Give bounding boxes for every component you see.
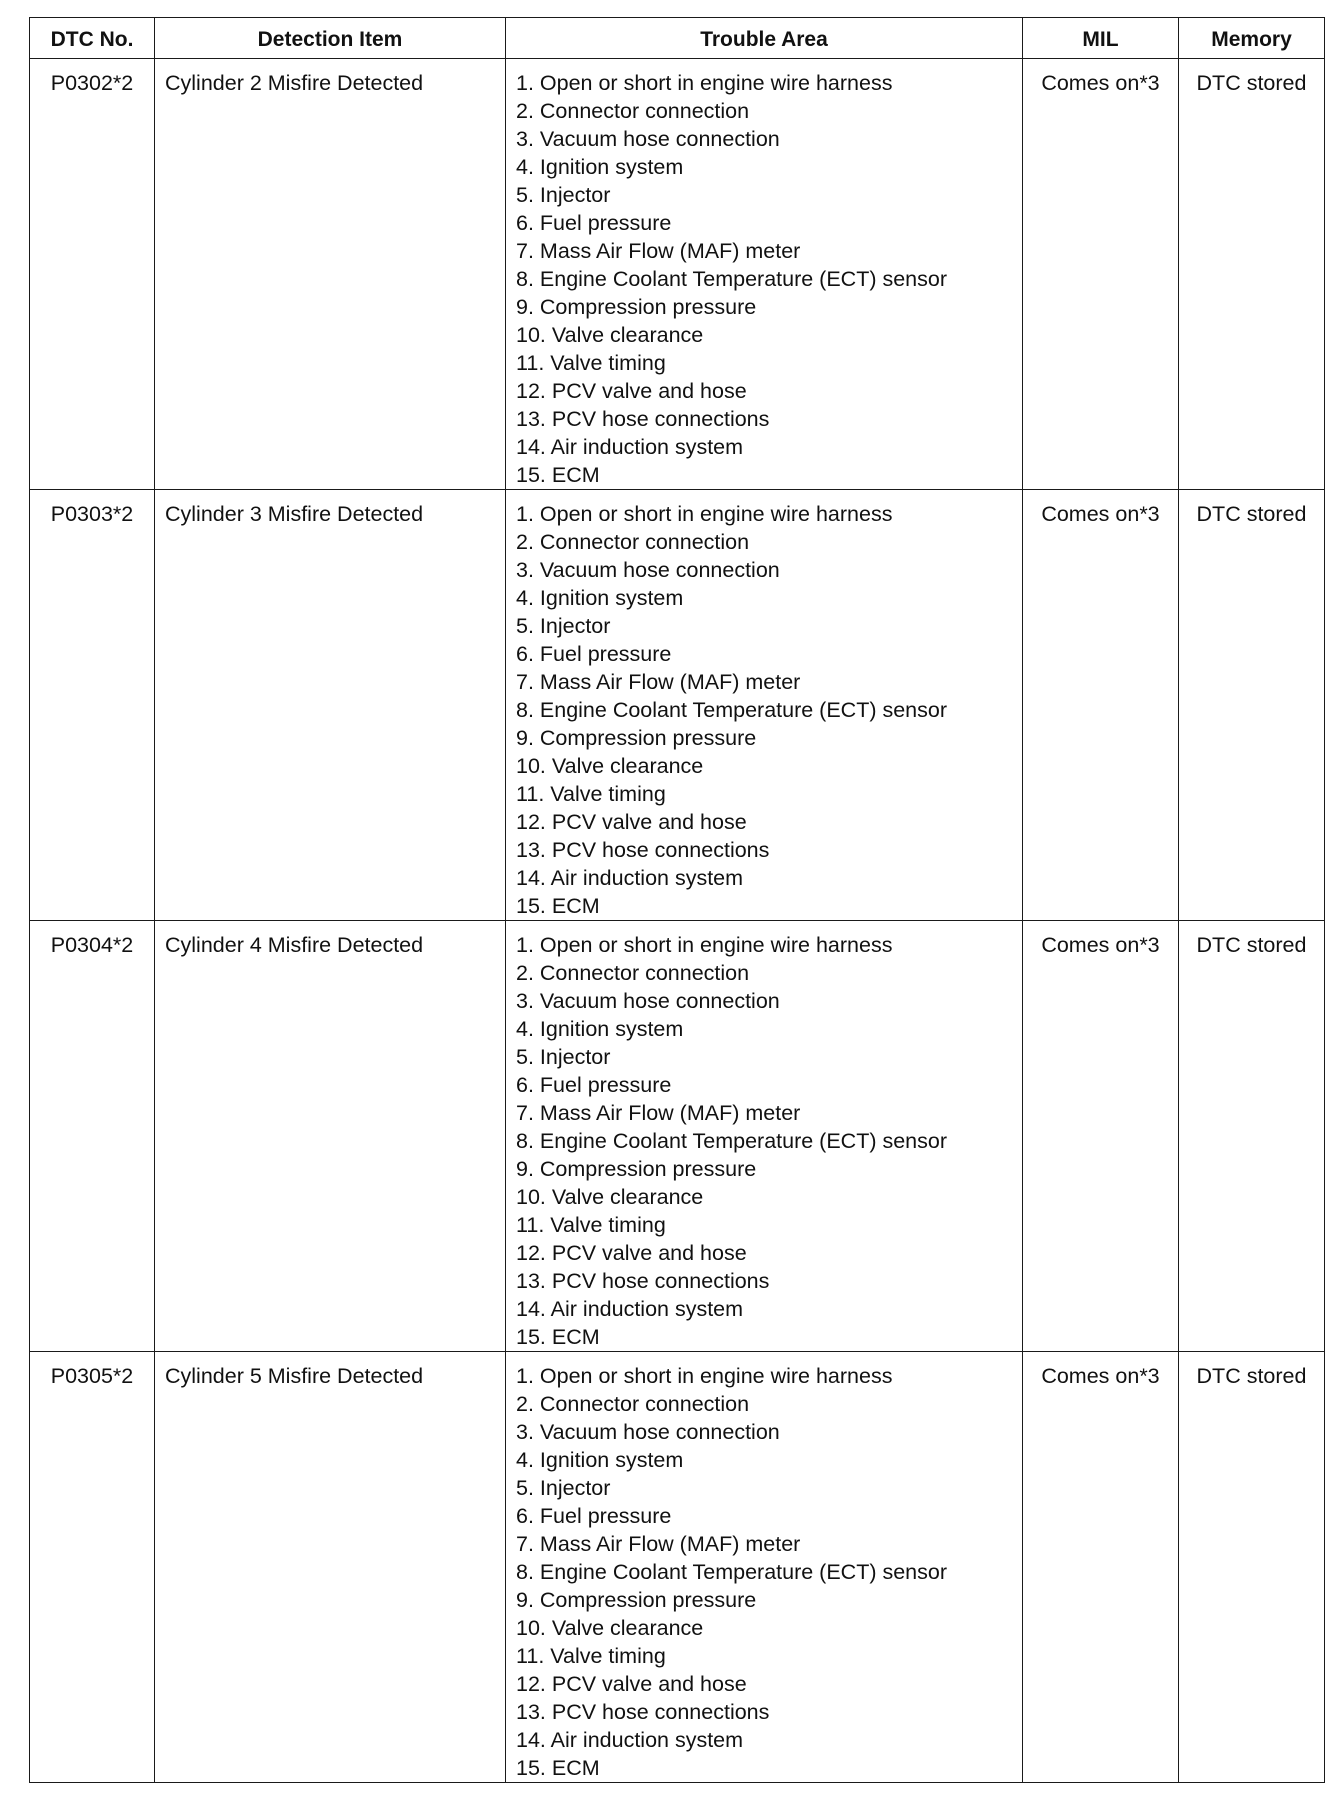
trouble-area-list: [516, 500, 1012, 920]
trouble-area-item: 11. Valve timing: [516, 782, 666, 806]
trouble-area-item: 5. Injector: [516, 614, 611, 638]
trouble-area-item: 1. Open or short in engine wire harness: [516, 502, 893, 526]
trouble-area-item: 14. Air induction system: [516, 435, 744, 459]
detection-item-cell: Cylinder 4 Misfire Detected: [155, 921, 506, 1352]
trouble-area-item: 11. Valve timing: [516, 1213, 666, 1237]
trouble-area-item: 13. PCV hose connections: [516, 1269, 770, 1293]
dtc-code-cell: P0305*2: [30, 1352, 155, 1783]
table-header: [30, 18, 1325, 59]
trouble-area-item: 8. Engine Coolant Temperature (ECT) sensor: [516, 267, 948, 291]
trouble-area-item: 13. PCV hose connections: [516, 407, 770, 431]
trouble-area-item: 12. PCV valve and hose: [516, 810, 747, 834]
dtc-code-cell: P0304*2: [30, 921, 155, 1352]
trouble-area-item: 9. Compression pressure: [516, 1588, 757, 1612]
trouble-area-item: 2. Connector connection: [516, 961, 750, 985]
trouble-area-item: 15. ECM: [516, 463, 600, 487]
header-trouble-area: Trouble Area: [506, 18, 1023, 59]
mil-cell: Comes on*3: [1023, 1352, 1179, 1783]
trouble-area-cell: [506, 59, 1023, 490]
trouble-area-item: 3. Vacuum hose connection: [516, 1420, 780, 1444]
trouble-area-item: 6. Fuel pressure: [516, 211, 672, 235]
trouble-area-item: 12. PCV valve and hose: [516, 1672, 747, 1696]
trouble-area-cell: [506, 1352, 1023, 1783]
header-row: [30, 18, 1325, 59]
trouble-area-item: 3. Vacuum hose connection: [516, 127, 780, 151]
dtc-code-cell: P0302*2: [30, 59, 155, 490]
trouble-area-item: 15. ECM: [516, 894, 600, 918]
trouble-area-item: 11. Valve timing: [516, 351, 666, 375]
trouble-area-item: 3. Vacuum hose connection: [516, 989, 780, 1013]
memory-cell: DTC stored: [1179, 921, 1325, 1352]
trouble-area-item: 10. Valve clearance: [516, 754, 704, 778]
trouble-area-item: 1. Open or short in engine wire harness: [516, 71, 893, 95]
trouble-area-item: 2. Connector connection: [516, 530, 750, 554]
mil-cell: Comes on*3: [1023, 921, 1179, 1352]
header-detection-item: Detection Item: [155, 18, 506, 59]
trouble-area-item: 6. Fuel pressure: [516, 1504, 672, 1528]
trouble-area-item: 14. Air induction system: [516, 1728, 744, 1752]
table-row: [30, 490, 1325, 921]
trouble-area-item: 10. Valve clearance: [516, 323, 704, 347]
trouble-area-item: 13. PCV hose connections: [516, 1700, 770, 1724]
detection-item-cell: Cylinder 5 Misfire Detected: [155, 1352, 506, 1783]
trouble-area-item: 14. Air induction system: [516, 1297, 744, 1321]
trouble-area-item: 4. Ignition system: [516, 1017, 684, 1041]
trouble-area-item: 2. Connector connection: [516, 1392, 750, 1416]
trouble-area-item: 15. ECM: [516, 1325, 600, 1349]
trouble-area-item: 13. PCV hose connections: [516, 838, 770, 862]
trouble-area-item: 9. Compression pressure: [516, 1157, 757, 1181]
trouble-area-item: 7. Mass Air Flow (MAF) meter: [516, 1101, 801, 1125]
header-dtc-no: DTC No.: [30, 18, 155, 59]
mil-cell: Comes on*3: [1023, 59, 1179, 490]
trouble-area-item: 7. Mass Air Flow (MAF) meter: [516, 670, 801, 694]
trouble-area-item: 4. Ignition system: [516, 1448, 684, 1472]
trouble-area-item: 9. Compression pressure: [516, 726, 757, 750]
trouble-area-item: 6. Fuel pressure: [516, 1073, 672, 1097]
header-mil: MIL: [1023, 18, 1179, 59]
trouble-area-item: 4. Ignition system: [516, 155, 684, 179]
trouble-area-item: 12. PCV valve and hose: [516, 379, 747, 403]
memory-cell: DTC stored: [1179, 1352, 1325, 1783]
trouble-area-item: 9. Compression pressure: [516, 295, 757, 319]
trouble-area-list: [516, 69, 1012, 489]
trouble-area-cell: [506, 921, 1023, 1352]
trouble-area-item: 2. Connector connection: [516, 99, 750, 123]
mil-cell: Comes on*3: [1023, 490, 1179, 921]
trouble-area-item: 14. Air induction system: [516, 866, 744, 890]
trouble-area-item: 1. Open or short in engine wire harness: [516, 1364, 893, 1388]
table-row: [30, 59, 1325, 490]
table-row: [30, 1352, 1325, 1783]
trouble-area-item: 5. Injector: [516, 1476, 611, 1500]
trouble-area-item: 5. Injector: [516, 1045, 611, 1069]
trouble-area-item: 15. ECM: [516, 1756, 600, 1780]
detection-item-cell: Cylinder 2 Misfire Detected: [155, 59, 506, 490]
trouble-area-item: 11. Valve timing: [516, 1644, 666, 1668]
trouble-area-item: 7. Mass Air Flow (MAF) meter: [516, 239, 801, 263]
dtc-table: [29, 17, 1325, 1783]
memory-cell: DTC stored: [1179, 59, 1325, 490]
trouble-area-item: 4. Ignition system: [516, 586, 684, 610]
trouble-area-item: 3. Vacuum hose connection: [516, 558, 780, 582]
trouble-area-item: 12. PCV valve and hose: [516, 1241, 747, 1265]
trouble-area-item: 8. Engine Coolant Temperature (ECT) sensor: [516, 698, 948, 722]
dtc-code-cell: P0303*2: [30, 490, 155, 921]
trouble-area-item: 1. Open or short in engine wire harness: [516, 933, 893, 957]
trouble-area-item: 8. Engine Coolant Temperature (ECT) sensor: [516, 1560, 948, 1584]
detection-item-cell: Cylinder 3 Misfire Detected: [155, 490, 506, 921]
memory-cell: DTC stored: [1179, 490, 1325, 921]
table-row: [30, 921, 1325, 1352]
trouble-area-item: 10. Valve clearance: [516, 1185, 704, 1209]
trouble-area-item: 7. Mass Air Flow (MAF) meter: [516, 1532, 801, 1556]
trouble-area-item: 6. Fuel pressure: [516, 642, 672, 666]
trouble-area-item: 8. Engine Coolant Temperature (ECT) sensor: [516, 1129, 948, 1153]
header-memory: Memory: [1179, 18, 1325, 59]
trouble-area-list: [516, 1362, 1012, 1782]
table-body: [30, 59, 1325, 1783]
trouble-area-item: 10. Valve clearance: [516, 1616, 704, 1640]
trouble-area-cell: [506, 490, 1023, 921]
trouble-area-list: [516, 931, 1012, 1351]
trouble-area-item: 5. Injector: [516, 183, 611, 207]
